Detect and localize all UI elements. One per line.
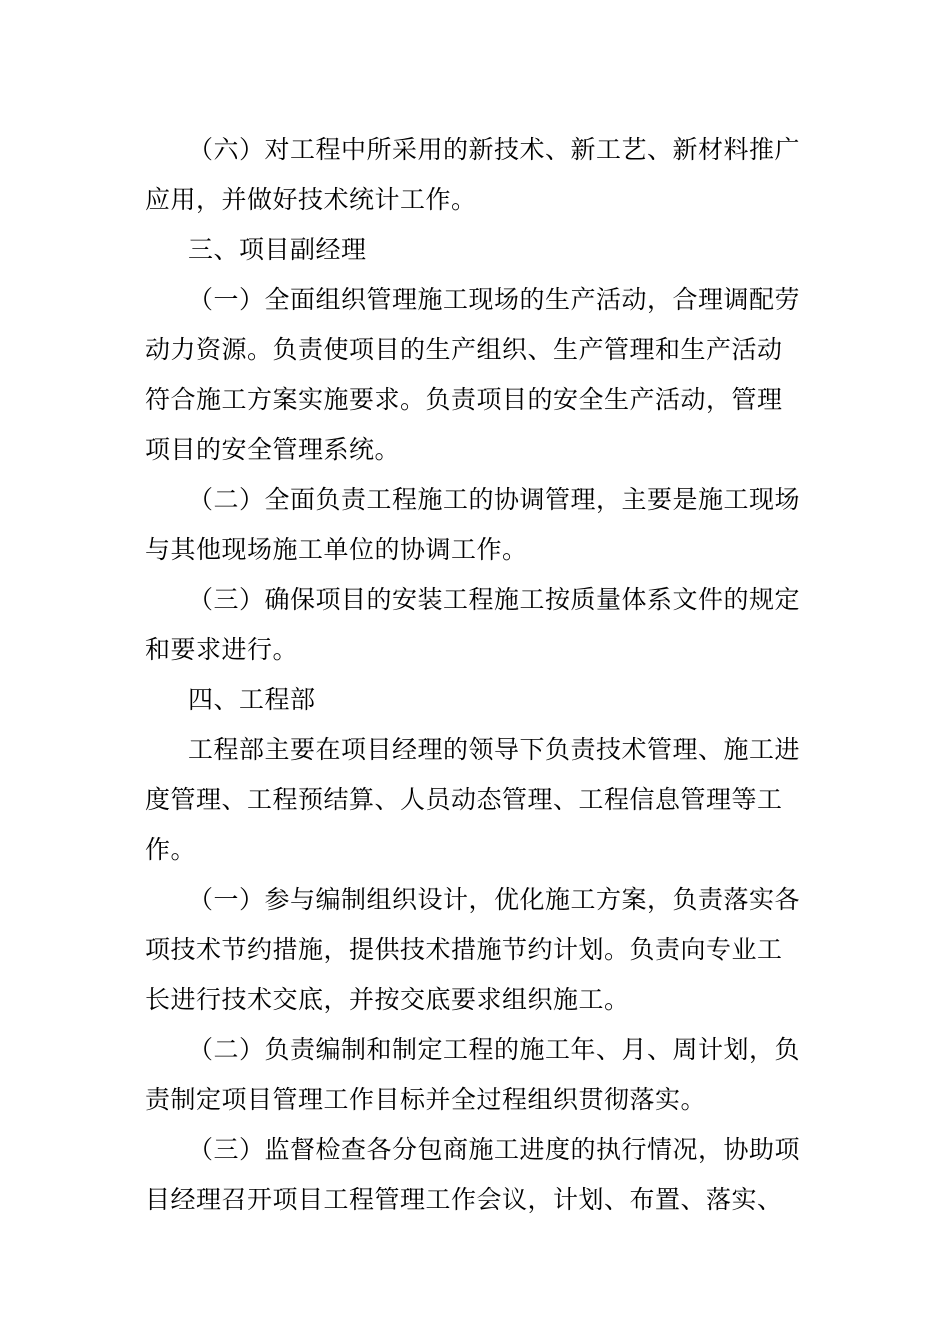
paragraph-line: 项技术节约措施，提供技术措施节约计划。负责向专业工 bbox=[145, 935, 783, 964]
paragraph-line: 工程部主要在项目经理的领导下负责技术管理、施工进 bbox=[188, 735, 801, 764]
section-heading: 四、工程部 bbox=[188, 685, 316, 714]
paragraph-line: 动力资源。负责使项目的生产组织、生产管理和生产活动 bbox=[145, 335, 783, 364]
paragraph-line: 应用，并做好技术统计工作。 bbox=[145, 185, 477, 214]
paragraph-line: 和要求进行。 bbox=[145, 635, 299, 664]
paragraph-line: （六）对工程中所采用的新技术、新工艺、新材料推广 bbox=[188, 135, 801, 164]
paragraph-line: （二）负责编制和制定工程的施工年、月、周计划，负 bbox=[188, 1035, 801, 1064]
paragraph-line: 长进行技术交底，并按交底要求组织施工。 bbox=[145, 985, 630, 1014]
paragraph-line: （二）全面负责工程施工的协调管理，主要是施工现场 bbox=[188, 485, 801, 514]
paragraph-line: （一）全面组织管理施工现场的生产活动，合理调配劳 bbox=[188, 285, 801, 314]
paragraph-line: （一）参与编制组织设计，优化施工方案，负责落实各 bbox=[188, 885, 801, 914]
paragraph-line: 项目的安全管理系统。 bbox=[145, 435, 401, 464]
paragraph-line: 度管理、工程预结算、人员动态管理、工程信息管理等工 bbox=[145, 785, 783, 814]
paragraph-line: 作。 bbox=[145, 835, 197, 864]
paragraph-line: （三）监督检查各分包商施工进度的执行情况，协助项 bbox=[188, 1135, 801, 1164]
paragraph-line: 符合施工方案实施要求。负责项目的安全生产活动，管理 bbox=[145, 385, 783, 414]
section-heading: 三、项目副经理 bbox=[188, 235, 367, 264]
paragraph-line: 责制定项目管理工作目标并全过程组织贯彻落实。 bbox=[145, 1085, 707, 1114]
paragraph-line: （三）确保项目的安装工程施工按质量体系文件的规定 bbox=[188, 585, 801, 614]
paragraph-line: 目经理召开项目工程管理工作会议，计划、布置、落实、 bbox=[145, 1185, 783, 1214]
paragraph-line: 与其他现场施工单位的协调工作。 bbox=[145, 535, 528, 564]
